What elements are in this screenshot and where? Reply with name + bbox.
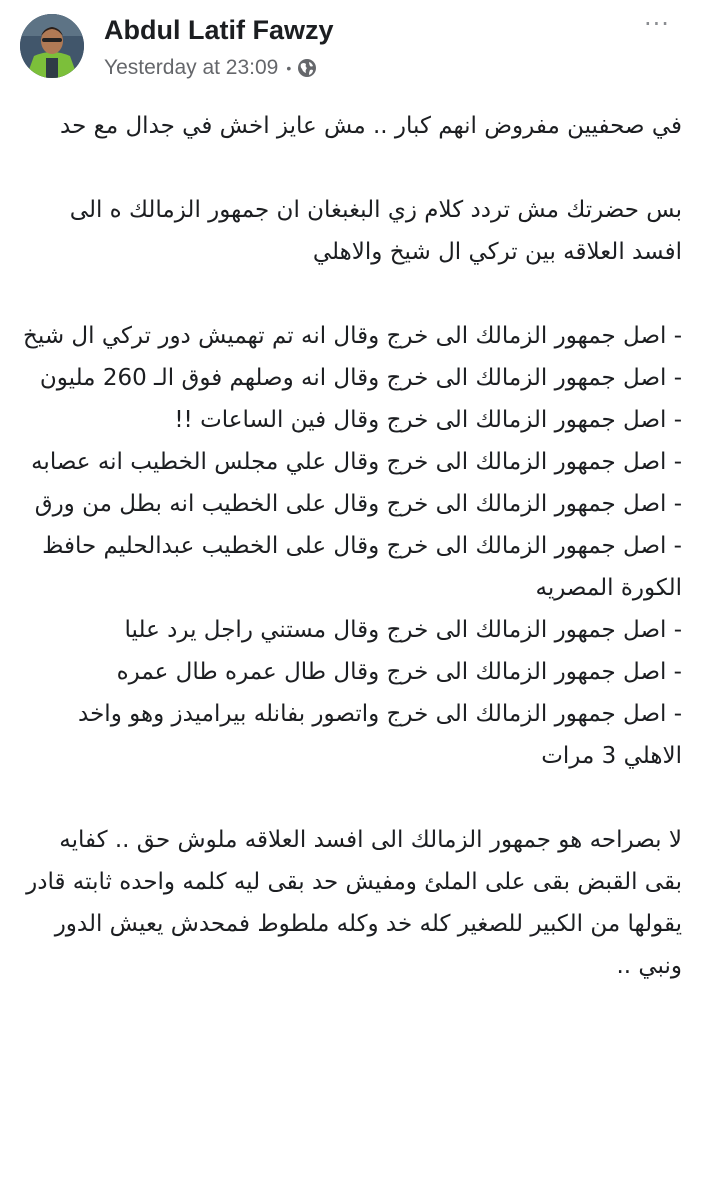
post-text-line: - اصل جمهور الزمالك الى خرج وقال طال عمره طال عمره: [116, 659, 682, 685]
post-header: [0, 0, 703, 96]
post-text-line: - اصل جمهور الزمالك الى خرج وقال مستني راجل يرد عليا: [124, 617, 682, 643]
post-text-line: - اصل جمهور الزمالك الى خرج وقال على الخطيب انه بطل من ورق: [34, 491, 682, 517]
post-text-line: - اصل جمهور الزمالك الى خرج وقال انه وصلهم فوق الـ 260 مليون: [39, 365, 682, 391]
post-text-line: - اصل جمهور الزمالك الى خرج وقال انه تم تهميش دور تركي ال شيخ: [23, 323, 682, 349]
post-text-line: - اصل جمهور الزمالك الى خرج وقال فين الساعات !!: [174, 407, 682, 433]
post-text-line: في صحفيين مفروض انهم كبار .. مش عايز اخش في جدال مع حد: [60, 113, 682, 139]
post-timestamp[interactable]: Yesterday at 23:09: [104, 56, 279, 79]
post-text-line: - اصل جمهور الزمالك الى خرج وقال علي مجلس الخطيب انه عصابه: [31, 449, 682, 475]
avatar[interactable]: [20, 14, 84, 78]
post-text-line: بس حضرتك مش تردد كلام زي البغبغان ان جمهور الزمالك ه الى افسد العلاقه بين تركي ال شيخ والاهلي: [69, 197, 682, 265]
post-meta: [104, 55, 317, 81]
post-text-line: لا بصراحه هو جمهور الزمالك الى افسد العلاقه ملوش حق .. كفايه بقى القبض بقى على الملئ ومفيش حد بقى ليه كلمه واحده ثابته قادر يقولها من الكبير للصغير كله خد وكله ملطوط فمحدش يعيش الدور ونبي ..: [26, 827, 682, 979]
paragraph-gap: [22, 273, 682, 315]
globe-icon: [297, 58, 317, 78]
post-text-line: - اصل جمهور الزمالك الى خرج واتصور بفانله بيراميدز وهو واخد الاهلي 3 مرات: [78, 701, 682, 769]
post-body: [22, 105, 682, 987]
paragraph-gap: [22, 777, 682, 819]
paragraph-gap: [22, 147, 682, 189]
more-options-icon[interactable]: ···: [644, 10, 670, 38]
post-text-line: - اصل جمهور الزمالك الى خرج وقال على الخطيب عبدالحليم حافظ الكورة المصريه: [42, 533, 682, 601]
author-name[interactable]: Abdul Latif Fawzy: [104, 15, 334, 45]
meta-separator: •: [286, 60, 292, 76]
